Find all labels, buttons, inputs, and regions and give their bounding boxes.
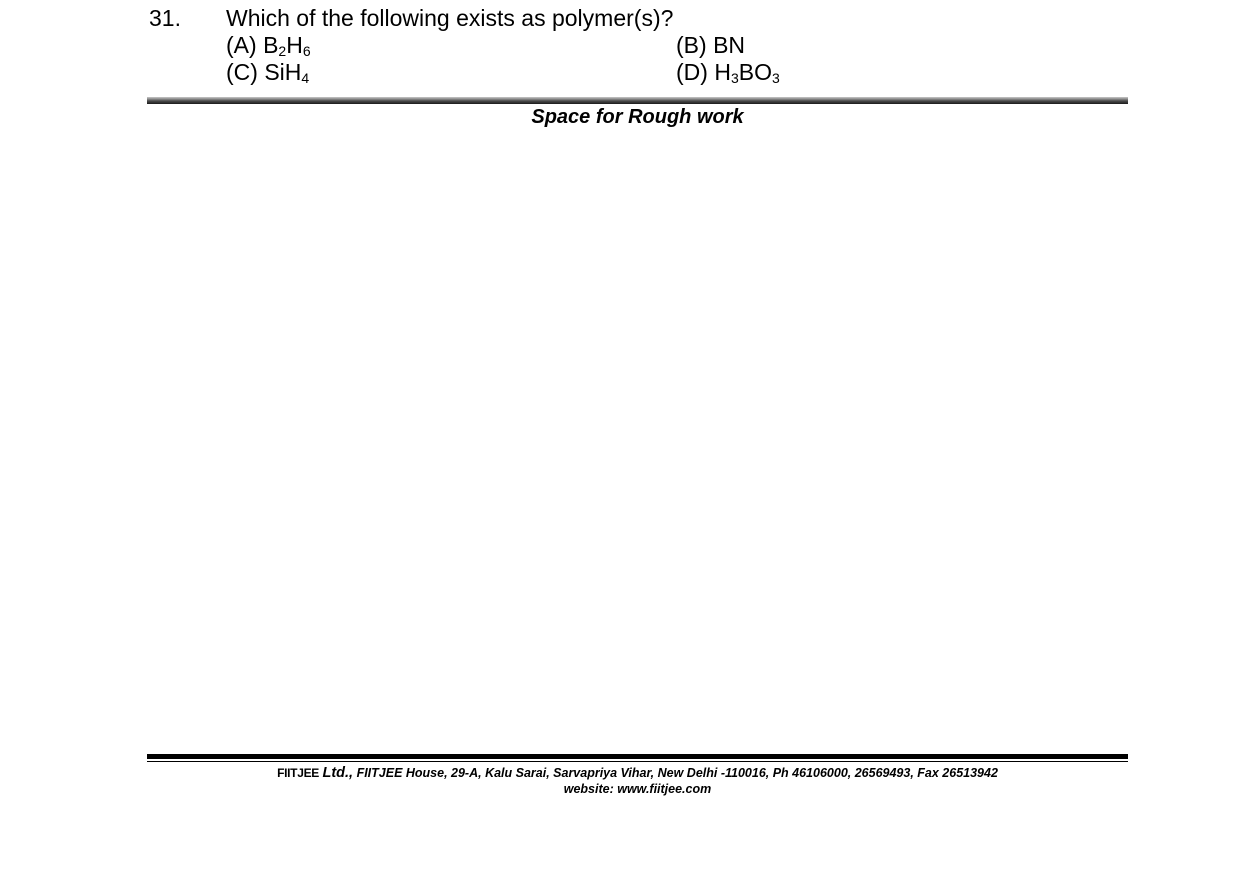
question-number: 31. (149, 5, 181, 31)
option-d (676, 59, 780, 86)
footer-address-line (147, 765, 1128, 781)
formula-part: BO (738, 59, 772, 85)
option-d-formula (714, 59, 779, 85)
formula-subscript: 6 (302, 43, 311, 59)
option-c (226, 59, 309, 86)
question-text: Which of the following exists as polymer(s)? (226, 5, 674, 31)
footer-rule-thick (147, 754, 1128, 759)
footer-brand: FIITJEE (277, 766, 319, 780)
option-a-formula (263, 32, 311, 58)
footer-ltd: Ltd., (322, 765, 354, 781)
option-a (226, 32, 311, 59)
formula-subscript: 3 (730, 70, 739, 86)
formula-part: H (286, 32, 303, 58)
footer-rule-thin (147, 761, 1128, 762)
option-c-label: (C) (226, 59, 258, 85)
formula-subscript: 2 (278, 43, 287, 59)
option-b (676, 32, 745, 59)
formula-subscript: 4 (301, 70, 310, 86)
footer (147, 765, 1128, 797)
option-b-label: (B) (676, 32, 707, 58)
formula-part: H (714, 59, 731, 85)
footer-website: website: www.fiitjee.com (563, 782, 712, 796)
option-b-formula: BN (713, 32, 746, 58)
option-a-label: (A) (226, 32, 257, 58)
formula-subscript: 3 (771, 70, 780, 86)
footer-address: FIITJEE House, 29-A, Kalu Sarai, Sarvapriya Vihar, New Delhi -110016, Ph 46106000, 26569493, Fax 26513942 (356, 766, 998, 780)
rough-work-top-rule (147, 97, 1128, 104)
formula-part: SiH (264, 59, 302, 85)
option-c-formula (264, 59, 309, 85)
formula-part: B (263, 32, 279, 58)
option-d-label: (D) (676, 59, 708, 85)
rough-work-heading: Space for Rough work (531, 106, 744, 128)
